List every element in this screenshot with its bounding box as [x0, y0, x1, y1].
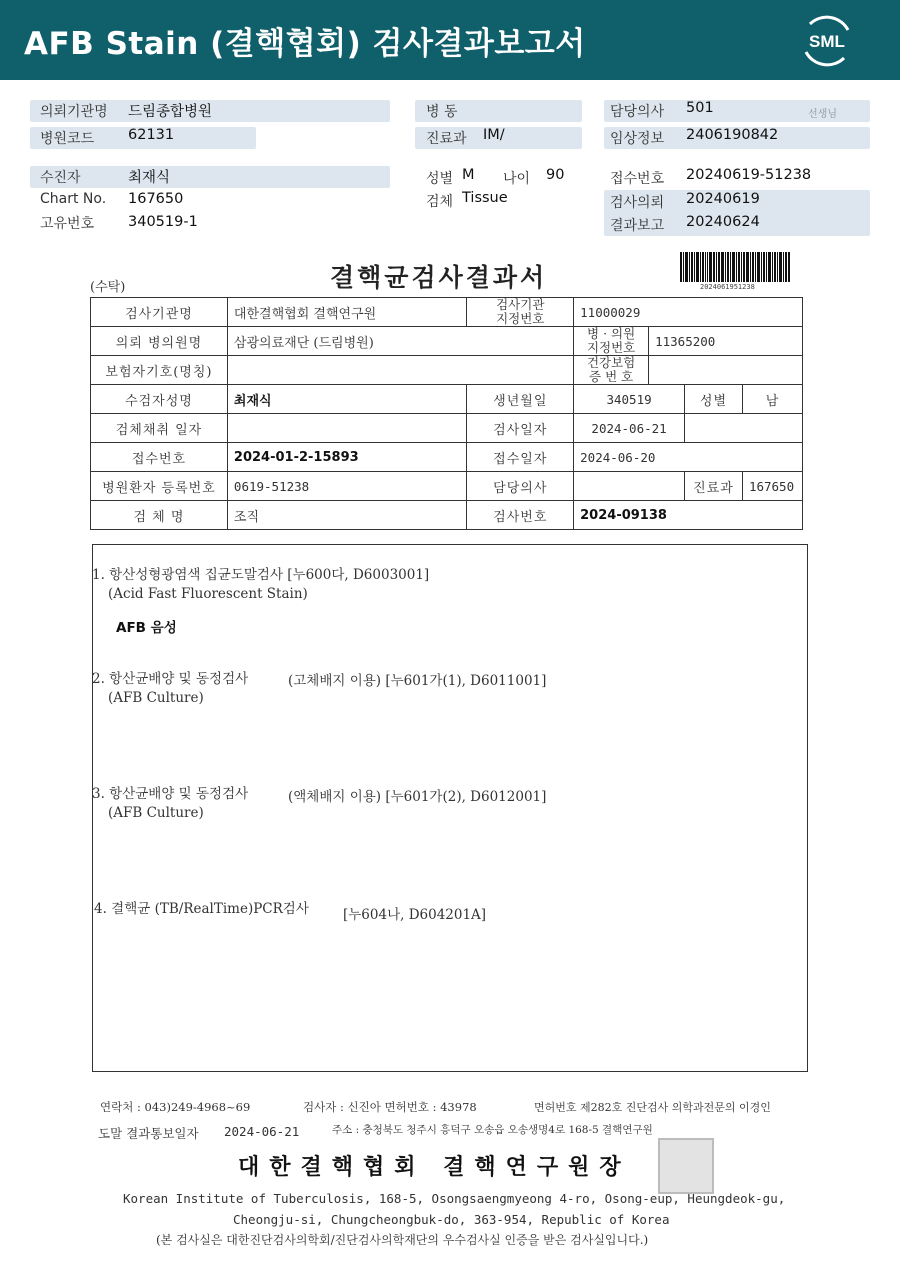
receipt-no-label: 접수번호 — [91, 443, 228, 472]
report-value: 20240624 — [686, 214, 760, 230]
header-bar — [0, 0, 900, 80]
page-title: AFB Stain (결핵협회) 검사결과보고서 — [24, 26, 586, 62]
receipt-label: 접수번호 — [610, 171, 665, 187]
doctor-suffix: 선생님 — [808, 109, 837, 120]
specimen-label: 검체 — [426, 194, 454, 210]
examiner-line: 검사자 : 신진아 면허번호 : 43978 — [303, 1100, 477, 1114]
test-no-label: 검사번호 — [467, 501, 574, 530]
consignment-label: (수탁) — [90, 280, 126, 295]
table-row — [91, 298, 803, 327]
test-item-3-title: 3. 항산균배양 및 동정검사 — [92, 786, 249, 802]
barcode-icon — [680, 252, 790, 282]
lab-code-label: 검사기관 지정번호 — [467, 298, 574, 327]
test-date-value: 2024-06-21 — [574, 414, 685, 443]
clinical-value: 2406190842 — [686, 127, 779, 143]
lab-code-value: 11000029 — [574, 298, 803, 327]
notice-label: 도말 결과통보일자 — [98, 1126, 199, 1141]
lab-name-label: 검사기관명 — [91, 298, 228, 327]
req-hospital-value: 삼광의료재단 (드림병원) — [227, 327, 573, 356]
receipt-date-label: 접수일자 — [467, 443, 574, 472]
collect-value — [227, 414, 466, 443]
clinical-label: 임상정보 — [610, 131, 665, 147]
reg-no-value: 0619-51238 — [227, 472, 466, 501]
lab-name-value: 대한결핵협회 결핵연구원 — [227, 298, 466, 327]
age-label: 나이 — [503, 171, 531, 187]
test-item-2-subtitle: (AFB Culture) — [108, 690, 204, 706]
dept-label: 진료과 — [426, 131, 467, 147]
test-item-3-subtitle: (AFB Culture) — [108, 805, 204, 821]
afb-result: AFB 음성 — [116, 620, 177, 636]
health-ins-label: 건강보험 증 번 호 — [574, 356, 649, 385]
age-value: 90 — [546, 167, 565, 183]
sex-table-label: 성별 — [684, 385, 742, 414]
test-date-label: 검사일자 — [467, 414, 574, 443]
test-item-2-title: 2. 항산균배양 및 동정검사 — [92, 671, 249, 687]
report-title: 결핵균검사결과서 — [330, 263, 548, 292]
contact-line: 연락처 : 043)249-4968~69 — [100, 1100, 251, 1114]
chart-label: Chart No. — [40, 191, 107, 207]
test-date-blank — [684, 414, 802, 443]
specimen-table-value: 조직 — [227, 501, 466, 530]
hospital-code-value: 62131 — [128, 127, 175, 143]
insured-label: 보험자기호(명칭) — [91, 356, 228, 385]
address-line: 주소 : 충청북도 청주시 흥덕구 오송읍 오송생명4로 168-5 결핵연구원 — [332, 1124, 653, 1136]
table-row — [91, 327, 803, 356]
hospital-code-label: 병원코드 — [40, 131, 95, 147]
logo-text: SML — [809, 32, 845, 51]
test-item-2-method: (고체배지 이용) [누601가(1), D6011001] — [288, 673, 547, 689]
test-item-3-method: (액체배지 이용) [누601가(2), D6012001] — [288, 789, 547, 805]
unique-label: 고유번호 — [40, 216, 95, 232]
doctor-label: 담당의사 — [610, 104, 665, 120]
receipt-date-value: 2024-06-20 — [574, 443, 803, 472]
req-hospital-label: 의뢰 병의원명 — [91, 327, 228, 356]
english-address-1: Korean Institute of Tuberculosis, 168-5, Osongsaengmyeong 4-ro, Osong-eup, Heungdeok-gu, — [123, 1191, 786, 1206]
sex-table-value: 남 — [742, 385, 802, 414]
chart-value: 167650 — [128, 191, 184, 207]
physician-line: 면허번호 제282호 진단검사 의학과전문의 이경인 — [534, 1101, 771, 1114]
dept-value: IM/ — [483, 127, 505, 143]
sex-label: 성별 — [426, 171, 454, 187]
patient-name-label: 수검자성명 — [91, 385, 228, 414]
test-item-1 — [92, 566, 429, 604]
unique-value: 340519-1 — [128, 214, 198, 230]
sex-value: M — [462, 167, 475, 183]
request-value: 20240619 — [686, 191, 760, 207]
reg-no-label: 병원환자 등록번호 — [91, 472, 228, 501]
insured-value — [227, 356, 573, 385]
notice-date: 2024-06-21 — [224, 1124, 300, 1139]
report-label: 결과보고 — [610, 218, 665, 234]
test-item-4-title: 4. 결핵균 (TB/RealTime)PCR검사 — [94, 901, 309, 917]
institution-value: 드림종합병원 — [128, 104, 213, 120]
specimen-value: Tissue — [462, 190, 508, 206]
receipt-value: 20240619-51238 — [686, 167, 812, 183]
patient-label: 수진자 — [40, 170, 81, 186]
english-address-2: Cheongju-si, Chungcheongbuk-do, 363-954, Republic of Korea — [233, 1212, 670, 1227]
institute-name: 대한결핵협회 결핵연구원장 — [238, 1155, 631, 1180]
collect-label: 검체채취 일자 — [91, 414, 228, 443]
table-row — [91, 443, 803, 472]
request-label: 검사의뢰 — [610, 195, 665, 211]
patient-value: 최재식 — [128, 170, 171, 186]
test-item-3 — [92, 785, 248, 823]
table-dept-label: 진료과 — [684, 472, 742, 501]
info-bar-patient — [30, 166, 390, 188]
sml-logo-icon — [800, 14, 854, 68]
table-row — [91, 385, 803, 414]
table-row — [91, 501, 803, 530]
test-item-1-title: 1. 항산성형광염색 집균도말검사 [누600다, D6003001] — [92, 567, 430, 583]
scanned-report — [40, 250, 870, 1250]
birth-label: 생년월일 — [467, 385, 574, 414]
barcode-number: 2024061951238 — [700, 283, 755, 291]
test-no-value: 2024-09138 — [574, 501, 803, 530]
patient-name-value: 최재식 — [227, 385, 466, 414]
table-dept-value: 167650 — [742, 472, 802, 501]
institution-label: 의뢰기관명 — [40, 104, 108, 120]
attending-value — [574, 472, 685, 501]
table-row — [91, 472, 803, 501]
table-row — [91, 356, 803, 385]
doctor-value: 501 — [686, 100, 714, 116]
test-item-2 — [92, 670, 248, 708]
specimen-table-label: 검 체 명 — [91, 501, 228, 530]
clinic-code-value: 11365200 — [649, 327, 803, 356]
receipt-no-value: 2024-01-2-15893 — [227, 443, 466, 472]
table-row — [91, 414, 803, 443]
clinic-code-label: 병 · 의원 지정번호 — [574, 327, 649, 356]
test-item-4-method: [누604나, D604201A] — [343, 907, 487, 923]
attending-label: 담당의사 — [467, 472, 574, 501]
certification-line: (본 검사실은 대한진단검사의학회/진단검사의학재단의 우수검사실 인증을 받은 검사실입니다.) — [156, 1233, 649, 1247]
birth-value: 340519 — [574, 385, 685, 414]
health-ins-value — [649, 356, 803, 385]
official-seal — [658, 1138, 714, 1194]
ward-label: 병 동 — [426, 104, 458, 120]
test-item-1-subtitle: (Acid Fast Fluorescent Stain) — [108, 586, 308, 602]
report-info-table — [90, 297, 803, 530]
